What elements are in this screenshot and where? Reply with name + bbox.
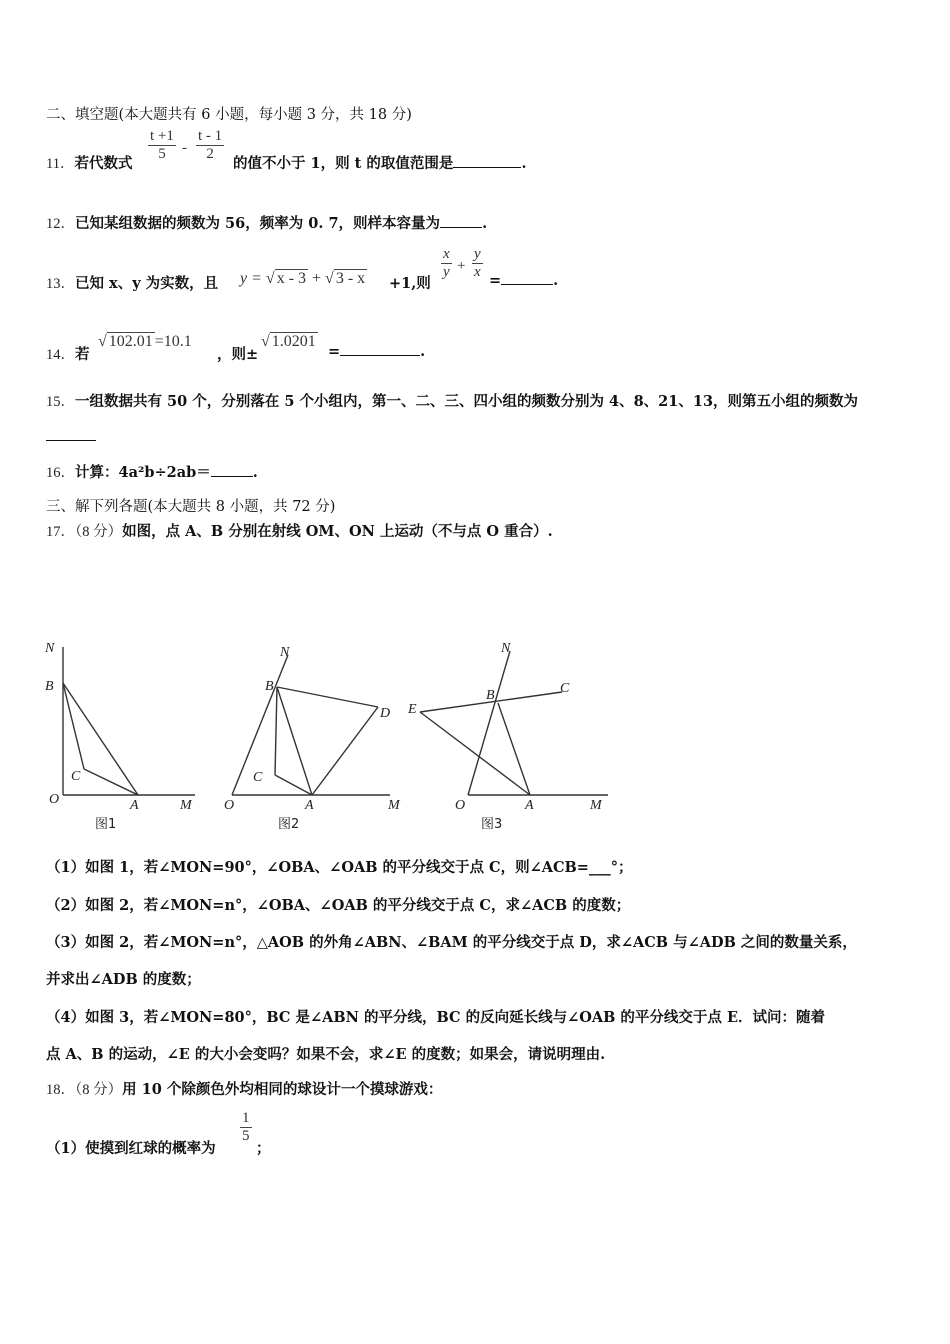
question-15 <box>46 390 858 411</box>
question-number: 15． <box>46 394 75 410</box>
denominator: y <box>443 264 450 280</box>
question-17-part-4a: （4）如图 3，若∠MON=80°，BC 是∠ABN 的平分线，BC 的反向延长线与∠OAB 的平分线交于点 E．试问：随着 <box>46 1009 826 1026</box>
answer-blank[interactable] <box>501 272 553 285</box>
equals: = <box>328 343 341 360</box>
radicand: 1.0201 <box>271 333 316 350</box>
answer-blank[interactable] <box>453 155 521 168</box>
answer-blank[interactable] <box>211 464 253 477</box>
label-o-fig1: O <box>49 792 60 807</box>
label-n-fig1: N <box>45 641 55 656</box>
sqrt-3-minus-x: √ 3 - x <box>325 270 366 287</box>
equals: = <box>489 272 502 289</box>
geometry-figures <box>40 635 660 835</box>
label-b-fig2: B <box>265 679 274 694</box>
fraction-y-over-x <box>472 246 483 281</box>
y-equals: y = <box>240 270 262 287</box>
question-18-part-1-end <box>256 1137 271 1158</box>
question-11-tail <box>233 152 527 173</box>
question-14-mid <box>217 343 258 364</box>
question-18-part-1 <box>46 1137 216 1158</box>
question-number: 14． <box>46 347 75 363</box>
label-n-fig2: N <box>280 645 290 660</box>
period: . <box>553 272 559 289</box>
question-text: ，则± <box>217 346 259 363</box>
result: =10.1 <box>154 333 192 350</box>
question-number: 16． <box>46 465 75 481</box>
label-m-fig2: M <box>388 798 400 813</box>
plus-one-text <box>389 272 431 293</box>
question-number: 17． <box>46 524 75 540</box>
label-m-fig1: M <box>180 798 192 813</box>
sqrt-x-minus-3: √ x - 3 <box>265 270 307 287</box>
radicand: 102.01 <box>108 333 153 350</box>
question-text: 已知 x、y 为实数，且 <box>75 275 219 292</box>
answer-blank[interactable] <box>440 215 482 228</box>
question-17 <box>46 520 553 541</box>
fraction-1-over-5 <box>240 1110 252 1145</box>
answer-blank[interactable] <box>340 343 420 356</box>
numerator: 1 <box>242 1110 250 1126</box>
section-2-title: 二、填空题(本大题共有 6 小题，每小题 3 分，共 18 分) <box>46 107 412 123</box>
denominator: 5 <box>158 146 166 162</box>
question-17-part-3b: 并求出∠ADB 的度数； <box>46 971 201 988</box>
label-c-fig2: C <box>253 770 263 785</box>
label-a-fig2: A <box>305 798 314 813</box>
question-17-part-3a: （3）如图 2，若∠MON=n°，△AOB 的外角∠ABN、∠BAM 的平分线交于点 D，求∠ACB 与∠ADB 之间的数量关系， <box>46 934 857 951</box>
label-a-fig1: A <box>130 798 139 813</box>
label-c-fig1: C <box>71 769 81 784</box>
label-c-fig3: C <box>560 681 570 696</box>
question-text: 如图，点 A、B 分别在射线 OM、ON 上运动（不与点 O 重合）. <box>122 523 553 540</box>
figure-1 <box>63 647 195 795</box>
score: （8 分） <box>75 1082 123 1098</box>
fraction-x-over-y <box>441 246 452 281</box>
caption-fig1: 图1 <box>95 817 117 832</box>
question-number: 11． <box>46 156 75 172</box>
question-text: +1,则 <box>389 275 431 292</box>
question-12 <box>46 212 487 233</box>
section-3-title: 三、解下列各题(本大题共 8 小题，共 72 分) <box>46 499 336 515</box>
minus-sign <box>182 140 187 157</box>
numerator: x <box>443 246 450 262</box>
question-14 <box>46 343 90 364</box>
question-13 <box>46 272 218 293</box>
figure-3 <box>420 651 608 795</box>
denominator: x <box>474 264 481 280</box>
question-13-tail <box>489 272 558 289</box>
numerator: t - 1 <box>198 128 223 144</box>
question-text: 用 10 个除颜色外均相同的球设计一个摸球游戏： <box>122 1081 443 1098</box>
equation-y <box>240 270 367 288</box>
question-14-tail <box>328 343 425 360</box>
question-text: 若 <box>75 346 90 363</box>
label-e-fig3: E <box>408 702 417 717</box>
numerator: y <box>474 246 481 262</box>
question-text: 若代数式 <box>74 155 133 172</box>
question-16 <box>46 461 258 482</box>
operator: + <box>457 258 466 274</box>
question-text: 计算：4a²b÷2ab＝ <box>75 464 211 481</box>
label-n-fig3: N <box>501 641 511 656</box>
label-o-fig2: O <box>224 798 235 813</box>
question-18 <box>46 1078 442 1099</box>
label-d-fig2: D <box>380 706 391 721</box>
sqrt-102-01: √ 102.01 =10.1 <box>98 333 192 350</box>
caption-fig2: 图2 <box>278 817 300 832</box>
period: . <box>252 464 258 481</box>
punctuation: ； <box>256 1140 271 1157</box>
period: . <box>420 343 426 360</box>
operator: + <box>312 270 322 287</box>
question-17-part-2: （2）如图 2，若∠MON=n°，∠OBA、∠OAB 的平分线交于点 C，求∠ACB 的度数； <box>46 897 631 914</box>
sqrt-1-0201: √ 1.0201 <box>261 333 316 350</box>
question-17-part-4b: 点 A、B 的运动，∠E 的大小会变吗？如果不会，求∠E 的度数；如果会，请说明理由. <box>46 1046 606 1063</box>
question-text: 已知某组数据的频数为 56，频率为 0. 7，则样本容量为 <box>75 215 441 232</box>
question-15-blank-line <box>46 428 96 445</box>
caption-fig3: 图3 <box>481 817 503 832</box>
label-a-fig3: A <box>525 798 534 813</box>
label-m-fig3: M <box>590 798 602 813</box>
question-17-part-1: （1）如图 1，若∠MON=90°，∠OBA、∠OAB 的平分线交于点 C，则∠ACB=___°； <box>46 859 633 876</box>
operator: - <box>182 140 187 156</box>
numerator: t +1 <box>150 128 174 144</box>
question-text: 一组数据共有 50 个，分别落在 5 个小组内，第一、二、三、四小组的频数分别为 4、8、21、13，则第五小组的频数为 <box>75 393 859 410</box>
question-text: （1）使摸到红球的概率为 <box>46 1140 216 1157</box>
answer-blank[interactable] <box>46 428 96 441</box>
question-number: 13． <box>46 276 75 292</box>
plus-sign <box>457 258 465 275</box>
fraction-t-minus-1-over-2 <box>196 128 224 163</box>
denominator: 5 <box>242 1128 250 1144</box>
question-11 <box>46 152 132 173</box>
period: . <box>482 215 488 232</box>
question-number: 18． <box>46 1082 75 1098</box>
label-b-fig1: B <box>45 679 54 694</box>
radicand: 3 - x <box>335 270 366 287</box>
radicand: x - 3 <box>276 270 307 287</box>
period: . <box>521 155 527 172</box>
question-text: 的值不小于 1，则 t 的取值范围是 <box>233 155 454 172</box>
score: （8 分） <box>75 524 123 540</box>
question-number: 12． <box>46 216 75 232</box>
label-o-fig3: O <box>455 798 466 813</box>
label-b-fig3: B <box>486 688 495 703</box>
fraction-t-plus-1-over-5 <box>148 128 176 163</box>
denominator: 2 <box>206 146 214 162</box>
